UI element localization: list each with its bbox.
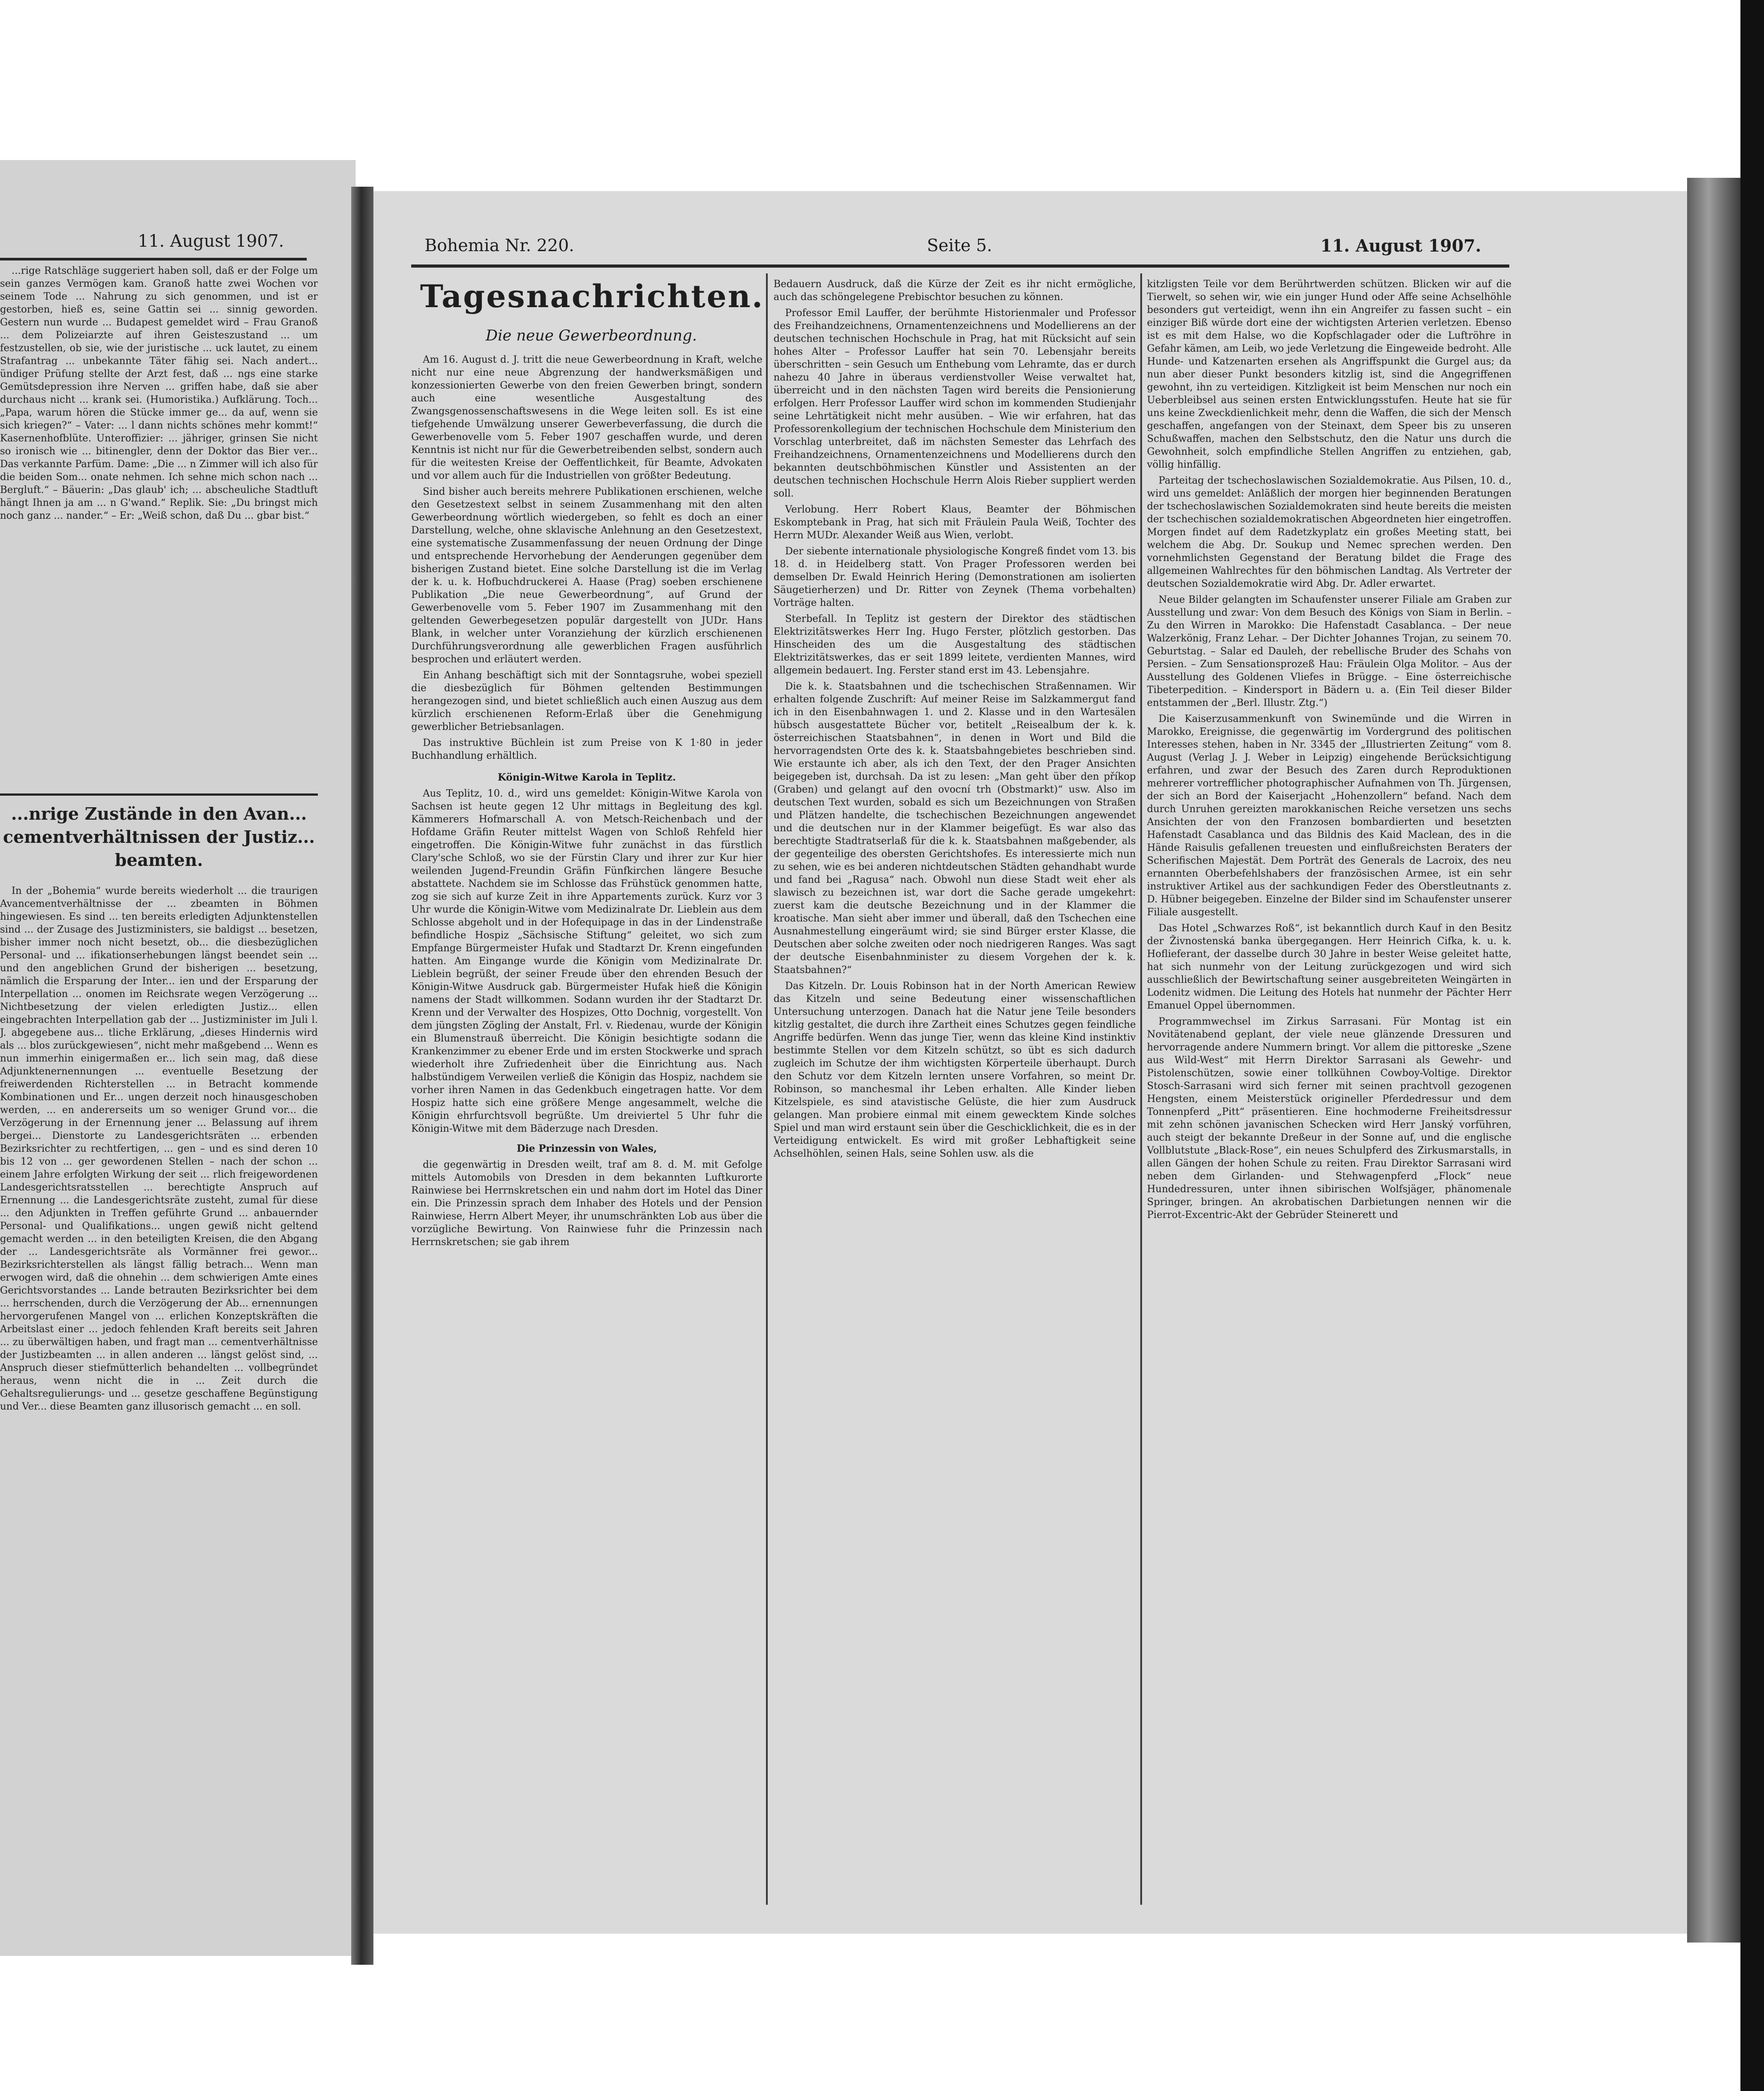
paragraph: Bedauern Ausdruck, daß die Kürze der Zeit es ihr nicht ermögliche, auch das schöngelegene Prebischtor besuchen zu können. — [774, 279, 1136, 303]
column-divider — [766, 273, 768, 1905]
paragraph: Verlobung. Herr Robert Klaus, Beamter der Böhmischen Eskomptebank in Prag, hat sich mit Fräulein Paula Weiß, Tochter des Herrn MUDr. Alexander Weiß aus Wien, verlobt. — [774, 504, 1136, 541]
page-stack-edge — [1687, 178, 1740, 1943]
paragraph: Das Kitzeln. Dr. Louis Robinson hat in der North American Rewiew das Kitzeln und seine Bedeutung einer wissenschaftlichen Untersuchung unterzogen. Danach hat die Natur jene Teile besonders kitzlig gestaltet, die durch ihre Zartheit eines Schutzes gegen feindliche Angriffe bedürfen. Wenn das junge Tier, wenn das kleine Kind instinktiv bestimmte Stellen vor dem Kitzeln schützt, so übt es sich dadurch zugleich im Schutze der ihm wichtigsten Körperteile überhaupt. Durch den Schutz vor dem Kitzeln lernten unsere Vorfahren, so meint Dr. Robinson, so manchesmal ihr Leben erhalten. Alle Kinder lieben Kitzelspiele, es sind atavistische Gelüste, die hier zum Ausdruck gelangen. Man probiere einmal mit einem gewecktem Kinde solches Spiel und man wird erstaunt sein über die Geschicklichkeit, die es in der Verteidigung entwickelt. Es wird mit großer Lebhaftigkeit seine Achselhöhlen, seinen Hals, seine Sohlen usw. als die — [774, 981, 1136, 1159]
masthead: Tagesnachrichten. — [420, 278, 764, 315]
left-page-top-text: ...rige Ratschläge suggeriert haben soll, daß er der Folge um sein ganzes Vermögen kam. Granoß hatte zwei Wochen vor seinem Tode ... Nahrung zu sich genommen, und ist er gestorben, hieß es, seine Gattin sei ... sinnig geworden. Gestern nun wurde ... Budapest gemeldet wird – Frau Granoß ... dem Polizeiarzte auf ihren Geisteszustand ... um festzustellen, ob sie, wie der juristische ... uck lautet, zu einem Strafantrag ... unbekannte Täter fähig sei. Nach andert... ündiger Prüfung stellte der Arzt fest, daß ... ngs eine starke Gemütsdepression ihre Nerven ... griffen habe, daß sie aber durchaus nicht ... krank sei. (Humoristika.) Aufklärung. Toch... „Papa, warum hören die Stücke immer ge... da auf, wenn sie sich kriegen?“ – Vater: ... l dann nichts schönes mehr kommt!“ Kasernenhofblüte. Unteroffizier: ... jähriger, grinsen Sie nicht so ironisch wie ... bitinengler, denn der Doktor das Bier ver... Das verkannte Parfüm. Dame: „Die ... n Zimmer will ich also für die beiden Som... onate nehmen. Ich sehne mich schon nach ... Bergluft.“ – Bäuerin: „Das glaub' ich; ... abscheuliche Stadtluft hängt Ihnen ja am ... n G'wand.“ Replik. Sie: „Du bringst mich noch ganz ... nander.“ – Er: „Weiß schon, daß Du ... gbar bist.“ — [0, 265, 318, 521]
paragraph: Professor Emil Lauffer, der berühmte Historienmaler und Professor des Freihandzeichnens, Ornamentenzeichnens und Modellierens an der deutschen technischen Hochschule in Prag, hat mit Rücksicht auf sein hohes Alter – Professor Lauffer hat sein 70. Lebensjahr bereits überschritten – sein Gesuch um Enthebung vom Lehramte, das er durch nahezu 40 Jahre in überaus verdienstvoller Weise verwaltet hat, überreicht und in den nächsten Tagen wird bereits die Pensionierung erfolgen. Herr Professor Lauffer wird schon im kommenden Studienjahr seine Lehrtätigkeit nicht mehr ausüben. – Wie wir erfahren, hat das Professorenkollegium der technischen Hochschule dem Ministerium den Vorschlag unterbreitet, daß im nächsten Semester das Lehrfach des Freihandzeichnens, Ornamentenzeichnens und Modellierens durch den bekannten deutschböhmischen Künstler und Assistenten an der deutschen technischen Hochschule Herrn Alois Rieber suppliert werden soll. — [774, 308, 1136, 499]
left-article-title: ...nrige Zustände in den Avan... cementverhältnissen der Justiz... beamten. — [3, 804, 315, 870]
left-article-text: In der „Bohemia“ wurde bereits wiederholt ... die traurigen Avancementverhältnisse der ... zbeamten in Böhmen hingewiesen. Es sind ... ten bereits erledigten Adjunktenstellen sind ... der Zusage des Justizministers, sie baldigst ... besetzen, bisher immer noch nicht besetzt, ob... die diesbezüglichen Personal- und ... ifikationserhebungen längst beendet sein ... und den angeblichen Grund der bisherigen ... besetzung, nämlich die Ersparung der Inter... ien und der Ersparung der Interpellation ... onomen im Reichsrate wegen Verzögerung ... Nichtbesetzung der vielen erledigten Justiz... ellen eingebrachten Interpellation gab der ... Justizminister im Juli l. J. abgegebene aus... tliche Erklärung, „dieses Hindernis wird als ... blos zurückgewiesen“, nicht mehr maßgebend ... Wenn es nun immerhin einigermaßen er... lich sein mag, daß diese Adjunktenernennungen ... eventuelle Besetzung der freiwerdenden Richterstellen ... in Betracht kommende Kombinationen und Er... ungen derzeit noch hinausgeschoben werden, ... en andererseits um so weniger Grund vor... die Verzögerung in der Ernennung jener ... Belassung auf ihrem bergei... Dienstorte zu Landesgerichtsräten ... erbenden Bezirksrichter zu rechtfertigen, ... gen – und es sind deren 10 bis 12 von ... ger gewordenen Stellen – nach der schon ... einem Jahre erfolgten Wirkung der seit ... rlich freigewordenen Landesgerichtsratsstellen ... berechtigte Anspruch auf Ernennung ... die Landesgerichtsräte zusteht, zumal für diese ... den Adjunkten in Treffen geführte Grund ... anbauernder Personal- und Qualifikations... ungen gewiß nicht geltend gemacht werden ... in den beteiligten Kreisen, die den Abgang der ... Landesgerichtsräte als Vormänner frei gewor... Bezirksrichterstellen als längst fällig betrach... Wenn man erwogen wird, daß die ohnehin ... dem schwierigen Amte eines Gerichtsvorstandes ... Lande betrauten Bezirksrichter bei dem ... herrschenden, durch die Verzögerung der Ab... ernennungen hervorgerufenen Mangel von ... erlichen Konzeptskräften die Arbeitslast einer ... jedoch fehlenden Kraft bereits seit Jahren ... zu überwältigen haben, und fragt man ... cementverhältnisse der Justizbeamten ... in allen anderen ... längst gelöst sind, ... Anspruch dieser stiefmütterlich behandelten ... vollbegründet heraus, wenn nicht die in ... Zeit durch die Gehaltsregulierungs- und ... gesetze geschaffene Begünstigung und Ver... diese Beamten ganz illusorisch gemacht ... en soll. — [0, 885, 318, 1412]
paragraph: Aus Teplitz, 10. d., wird uns gemeldet: Königin-Witwe Karola von Sachsen ist heute gegen 12 Uhr mittags in Begleitung des kgl. Kämmerers Hofmarschall A. von Metsch-Reichenbach und der Hofdame Gräfin Reuter mittelst Wagen von Schloß Rehfeld hier eingetroffen. Die Königin-Witwe fuhr zunächst in das fürstlich Clary'sche Schloß, wo sie der Fürstin Clary und ihrer zur Kur hier weilenden Jugend-Freundin Gräfin Fünfkirchen längere Besuche abstattete. Nachdem sie im Schlosse das Frühstück genommen hatte, zog sie sich auf kurze Zeit in ihre Appartements zurück. Kurz vor 3 Uhr wurde die Königin-Witwe vom Medizinalrate Dr. Lieblein aus dem Schlosse abgeholt und in der Hofequipage in das in der Lindenstraße befindliche Hospiz „Sächsische Stiftung“ geleitet, wo sich zum Empfange Bürgermeister Hufak und Stadtarzt Dr. Krenn eingefunden hatten. Am Eingange wurde die Königin vom Medizinalrate Dr. Lieblein begrüßt, der seiner Freude über den ehrenden Besuch der Königin-Witwe Ausdruck gab. Bürgermeister Hufak hieß die Königin namens der Stadt willkommen. Sodann wurden ihr der Stadtarzt Dr. Krenn und der Verwalter des Hospizes, Otto Dochnig, vorgestellt. Von dem jüngsten Zögling der Anstalt, Frl. v. Riedenau, wurde der Königin ein Blumenstrauß überreicht. Die Königin besichtigte sodann die Krankenzimmer zu ebener Erde und im ersten Stockwerke und sprach wiederholt ihre Zufriedenheit über die Einrichtung aus. Nach halbstündigem Verweilen verließ die Königin das Hospiz, nachdem sie vorher ihren Namen in das Gedenkbuch eingetragen hatte. Vor dem Hospiz hatte sich eine größere Menge angesammelt, welche die Königin ehrfurchtsvoll begrüßte. Um dreiviertel 5 Uhr fuhr die Königin-Witwe mit dem Bäderzuge nach Dresden. — [411, 788, 762, 1134]
paragraph: Der siebente internationale physiologische Kongreß findet vom 13. bis 18. d. in Heidelberg statt. Von Prager Professoren werden bei demselben Dr. Ewald Heinrich Hering (Demonstrationen am isolierten Säugetierherzen) und Dr. Ritter von Zeynek (Thema vorbehalten) Vorträge halten. — [774, 546, 1136, 609]
book-gutter — [351, 187, 373, 1965]
paragraph: Die Kaiserzusammenkunft von Swinemünde und die Wirren in Marokko, Ereignisse, die gegenwärtig im Vordergrund des politischen Interesses stehen, haben in Nr. 3345 der „Illustrierten Zeitung“ vom 8. August (Verlag J. J. Weber in Leipzig) eingehende Berücksichtigung erfahren, und zwar der Besuch des Zaren durch Reproduktionen mehrerer vortrefflicher photographischer Aufnahmen von Th. Jürgensen, der sich an Bord der Kaiserjacht „Hohenzollern“ befand. Nach dem durch Unruhen gereizten marokkanischen Reiche versetzen uns sechs Ansichten der von den Franzosen bombardierten und besetzten Hafenstadt Casablanca und das Bildnis des Kaid Maclean, des in die Hände Raisulis gefallenen treuesten und einflußreichsten Beraters der Scherifischen Majestät. Dem Porträt des Generals de Lacroix, des neu ernannten Oberbefehlshabers der französischen Armee, ist ein sehr instruktiver Artikel aus der sachkundigen Feder des Oberstleutnants z. D. Hübner beigegeben. Einzelne der Bilder sind im Schaufenster unserer Filiale ausgestellt. — [1147, 713, 1511, 918]
paragraph: Das Hotel „Schwarzes Roß“, ist bekanntlich durch Kauf in den Besitz der Živnostenská banka übergegangen. Herr Heinrich Cifka, k. u. k. Hoflieferant, der dasselbe durch 30 Jahre in bester Weise geleitet hatte, hat sich nunmehr von der Leitung zurückgezogen und wird sich ausschließlich der Bewirtschaftung seiner ausgebreiteten Weingärten in Lodenitz widmen. Die Leitung des Hotels hat nunmehr der Pächter Herr Emanuel Oppel übernommen. — [1147, 923, 1511, 1011]
paragraph: Programmwechsel im Zirkus Sarrasani. Für Montag ist ein Novitätenabend geplant, der viele neue glänzende Dressuren und hervorragende andere Nummern bringt. Vor allem die pittoreske „Szene aus Wild-West“ mit Herrn Direktor Sarrasani als Gewehr- und Pistolenschützen, sowie einer tollkühnen Cowboy-Voltige. Direktor Stosch-Sarrasani wird sich ferner mit seinen prachtvoll gezogenen Hengsten, einem Meisterstück origineller Pferdedressur und dem Tonnenpferd „Pitt“ präsentieren. Eine hochmoderne Freiheitsdressur mit zehn schönen javanischen Schecken wird Herr Janský vorführen, auch steigt der bekannte Dreßeur in der Sonne auf, und die englische Vollblutstute „Black-Rose“, ein neues Schulpferd des Zirkusmarstalls, in allen Gängen der hohen Schule zu reiten. Frau Direktor Sarrasani wird neben dem Girlanden- und Stehwagenpferd „Flock“ neue Hundedressuren, unter ihnen sibirischen Wolfsjäger, phänomenale Springer, bringen. An akrobatischen Darbietungen nennen wir die Pierrot-Excentric-Akt der Gebrüder Steinerett und — [1147, 1016, 1511, 1221]
paragraph: die gegenwärtig in Dresden weilt, traf am 8. d. M. mit Gefolge mittels Automobils von Dresden in dem bekannten Luftkurorte Rainwiese bei Herrnskretschen ein und nahm dort im Hotel das Diner ein. Die Prinzessin sprach dem Inhaber des Hotels und der Pension Rainwiese, Herrn Albert Meyer, ihr unumschränkten Lob aus über die vorzügliche Bewirtung. Von Rainwiese fuhr die Prinzessin nach Herrnskretschen; sie gab ihrem — [411, 1159, 762, 1248]
article-heading: Die Prinzessin von Wales, — [517, 1143, 657, 1154]
paragraph: kitzligsten Teile vor dem Berührtwerden schützen. Blicken wir auf die Tierwelt, so sehen wir, wie ein junger Hund oder Affe seine Achselhöhle besonders gut verteidigt, wenn ihn ein Angreifer zu fassen sucht – ein einziger Biß würde dort eine der wichtigsten Arterien verletzen. Ebenso ist es mit dem Halse, wo die Kopfschlagader oder die Luftröhre in Gefahr kämen, am Leib, wo jede Verletzung die Eingeweide bedroht. Alle Hunde- und Katzenarten ersehen als Angriffspunkt die Gurgel aus; da nun aber dieser Punkt besonders kitzlig ist, sind die Angegriffenen gewohnt, ihn zu verteidigen. Kitzligkeit ist beim Menschen nur noch ein Ueberbleibsel aus seinen ersten Entwicklungsstufen. Heute hat sie für uns keine Zweckdienlichkeit mehr, denn die Waffen, die sich der Mensch geschaffen, angefangen von der Steinaxt, dem Speer bis zu unseren Schußwaffen, machen den Selbstschutz, den die Natur uns durch die Gewohnheit, solch empfindliche Stellen Angriffen zu entziehen, gab, völlig hinfällig. — [1147, 279, 1511, 470]
book-cover-edge — [1740, 0, 1764, 2091]
paper-name: Bohemia Nr. 220. — [425, 236, 574, 255]
paragraph: Am 16. August d. J. tritt die neue Gewerbeordnung in Kraft, welche nicht nur eine neue Abgrenzung der handwerksmäßigen und konzessionierten Gewerbe von den freien Gewerben bringt, sondern auch eine wesentliche Ausgestaltung des Zwangsgenossenschaftswesens in die Wege leiten soll. Es ist eine tiefgehende Umwälzung unserer Gewerbeverfassung, die durch die Gewerbenovelle vom 5. Feber 1907 geschaffen wurde, und deren Kenntnis ist nicht nur für die Gewerbetreibenden selbst, sondern auch für die weitesten Kreise der Oeffentlichkeit, für Beamte, Advokaten und vor allem auch für die Industriellen von größter Bedeutung. — [411, 354, 762, 481]
paragraph: Ein Anhang beschäftigt sich mit der Sonntagsruhe, wobei speziell die diesbezüglich für Böhmen geltenden Bestimmungen herangezogen sind, und bietet schließlich auch einen Auszug aus dem kürzlich erschienenen Reform-Erlaß über die Genehmigung gewerblicher Betriebsanlagen. — [411, 670, 762, 733]
paragraph: Das instruktive Büchlein ist zum Preise von K 1·80 in jeder Buchhandlung erhältlich. — [411, 737, 762, 761]
paragraph: Sterbefall. In Teplitz ist gestern der Direktor des städtischen Elektrizitätswerkes Herr Ing. Hugo Ferster, plötzlich gestorben. Das Hinscheiden des um die Ausgestaltung des städtischen Elektrizitätswerkes, das er seit 1899 leitete, verdienten Mannes, wird allgemein bedauert. Ing. Ferster stand erst im 43. Lebensjahre. — [774, 613, 1136, 676]
page-number: Seite 5. — [927, 236, 992, 255]
page-date: 11. August 1907. — [1320, 236, 1481, 256]
paragraph: Sind bisher auch bereits mehrere Publikationen erschienen, welche den Gesetzestext selbst in seinem Zusammenhang mit den alten Gewerbeordnung wörtlich wiedergeben, so fehlt es doch an einer Darstellung, welche, ohne sklavische Anlehnung an den Gesetzestext, eine systematische Zusammenfassung der neuen Ordnung der Dinge und entsprechende Hervorhebung der Aenderungen gegenüber dem bisherigen Zustand bietet. Eine solche Darstellung ist die im Verlag der k. u. k. Hofbuchdruckerei A. Haase (Prag) soeben erschienene Publikation „Die neue Gewerbeordnung“, auf Grund der Gewerbenovelle vom 5. Feber 1907 im Zusammenhang mit den geltenden Gewerbegesetzen populär dargestellt von JUDr. Hans Blank, in welcher unter Voranziehung der kürzlich erschienenen Durchführungsverordnung alle gewerblichen Fragen ausführlich besprochen und erläutert werden. — [411, 486, 762, 665]
column-2-text — [774, 278, 1136, 1900]
paragraph: Die k. k. Staatsbahnen und die tschechischen Straßennamen. Wir erhalten folgende Zuschrift: Auf meiner Reise im Salzkammergut fand ich in den Eisenbahnwagen 1. und 2. Klasse und in den Wartesälen hübsch ausgestattete Bücher vor, betitelt „Reisealbum der k. k. österreichischen Staatsbahnen“, in denen in Wort und Bild die hervorragendsten Orte des k. k. Staatsbahngebietes beschrieben sind. Wie erstaunte ich aber, als ich den Text, der den Prager Ansichten beigegeben ist, durchsah. Da ist zu lesen: „Man geht über den příkop (Graben) und gelangt auf den ovocní trh (Obstmarkt)“ usw. Also im deutschen Text wurden, sobald es sich um Bezeichnungen von Straßen und Plätzen handelte, die tschechischen Bezeichnungen angewendet und die deutschen nur in der Klammer beigefügt. Es war also das berechtigte Stadtratserlaß für die k. k. Staatsbahnen maßgebender, als der gegenteilige des obersten Gerichtshofes. Es interessierte mich nun zu sehen, wie es bei anderen nichtdeutschen Städten gehandhabt wurde und fand bei „Ragusa“ nach. Obwohl nun diese Stadt weit eher als slawisch zu bezeichnen ist, war dort die Sache gerade umgekehrt: zuerst kam die deutsche Bezeichnung und in der Klammer die kroatische. Man sieht aber immer und überall, daß den Tschechen eine Ausnahmestellung eingeräumt wird; sie sind Bürger erster Klasse, die Deutschen aber solche zweiten oder noch niedrigeren Ranges. Was sagt der deutsche Eisenbahnminister zu diesem Vorgehen der k. k. Staatsbahnen?“ — [774, 681, 1136, 976]
header-rule — [411, 264, 1509, 268]
paragraph: Parteitag der tschechoslawischen Sozialdemokratie. Aus Pilsen, 10. d., wird uns gemeldet: Anläßlich der morgen hier beginnenden Beratungen der tschechoslawischen Sozialdemokraten sind heute bereits die meisten der tschechischen sozialdemokratischen Abgeordneten hier eingetroffen. Morgen findet auf dem Radetzkyplatz ein großes Meeting statt, bei welchem die Abg. Dr. Soukup und Nemec sprechen werden. Den vornehmlichsten Gegenstand der Beratung bildet die Frage des allgemeinen Wahlrechtes für den böhmischen Landtag. Als Vertreter der deutschen Sozialdemokratie wird Abg. Dr. Adler erwartet. — [1147, 475, 1511, 589]
left-section-rule — [0, 793, 318, 796]
column-divider — [1140, 273, 1142, 1905]
column-1-text — [411, 353, 762, 1900]
column-3-text — [1147, 278, 1511, 1900]
subheading: Die neue Gewerbeordnung. — [485, 327, 697, 344]
paragraph: Neue Bilder gelangten im Schaufenster unserer Filiale am Graben zur Ausstellung und zwar: Von dem Besuch des Königs von Siam in Berlin. – Zu den Wirren in Marokko: Die Hafenstadt Casablanca. – Der neue Walzerkönig, Franz Lehar. – Der Dichter Johannes Trojan, zu seinem 70. Geburtstag. – Salar ed Dauleh, der rebellische Bruder des Schahs von Persien. – Zum Sensationsprozeß Hau: Fräulein Olga Molitor. – Aus der Ausstellung des Goldenen Vliefes in Brügge. – Eine österreichische Tibeterpedition. – Kindersport in Bädern u. a. (Ein Teil dieser Bilder entstammen der „Berl. Illustr. Ztg.“) — [1147, 594, 1511, 709]
article-heading: Königin-Witwe Karola in Teplitz. — [497, 772, 676, 783]
left-header-rule — [0, 258, 307, 260]
left-page-date: 11. August 1907. — [138, 231, 284, 251]
